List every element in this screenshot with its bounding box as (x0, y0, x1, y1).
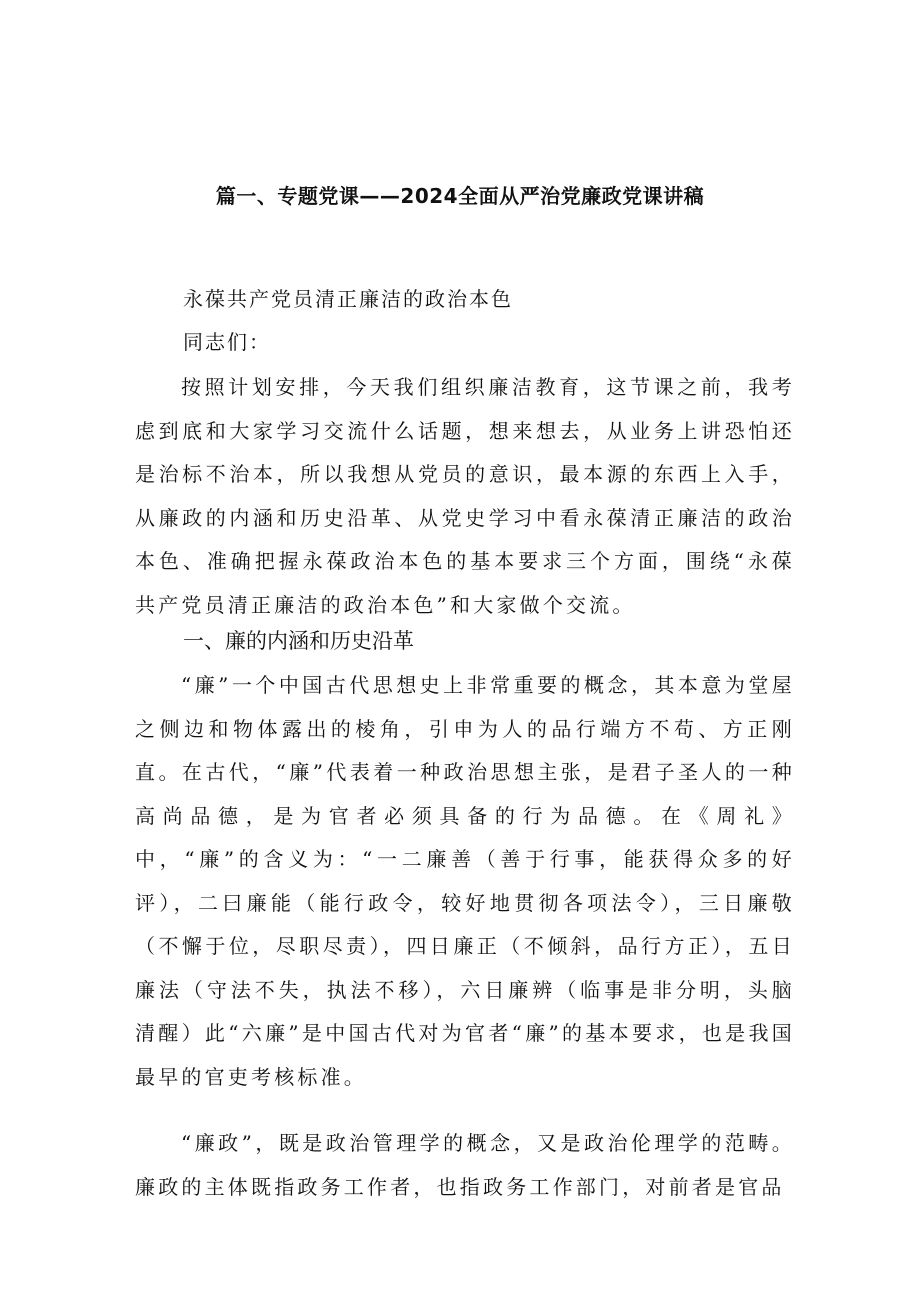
intro-paragraph: 按照计划安排，今天我们组织廉洁教育，这节课之前，我考虑到底和大家学习交流什么话题，想来想去，从业务上讲恐怕还是治标不治本，所以我想从党员的意识，最本源的东西上入手，从廉政的内涵和历史沿革、从党史学习中看永葆清正廉洁的政治本色、准确把握永葆政治本色的基本要求三个方面，围绕“永葆共产党员清正廉洁的政治本色”和大家做个交流。 (135, 375, 795, 617)
section-paragraph: “廉政”，既是政治管理学的概念，又是政治伦理学的范畴。廉政的主体既指政务工作者，也指政务工作部门，对前者是官品 (135, 1131, 795, 1199)
speech-subtitle: 永葆共产党员清正廉洁的政治本色 (183, 287, 513, 311)
section-paragraph: “廉”一个中国古代思想史上非常重要的概念，其本意为堂屋之侧边和物体露出的棱角，引申为人的品行端方不苟、方正刚直。在古代，“廉”代表着一种政治思想主张，是君子圣人的一种高尚品德，是为官者必须具备的行为品德。在《周礼》中，“廉”的含义为：“一二廉善（善于行事，能获得众多的好评），二曰廉能（能行政令，较好地贯彻各项法令），三日廉敬（不懈于位，尽职尽责），四日廉正（不倾斜，品行方正），五日廉法（守法不失，执法不移），六日廉辨（临事是非分明，头脑清醒）此“六廉”是中国古代对为官者“廉”的基本要求，也是我国最早的官吏考核标准。 (135, 673, 795, 1089)
section-heading: 一、廉的内涵和历史沿革 (183, 629, 414, 653)
document-title: 篇一、专题党课——2024全面从严治党廉政党课讲稿 (215, 184, 705, 208)
salutation: 同志们： (183, 330, 271, 354)
